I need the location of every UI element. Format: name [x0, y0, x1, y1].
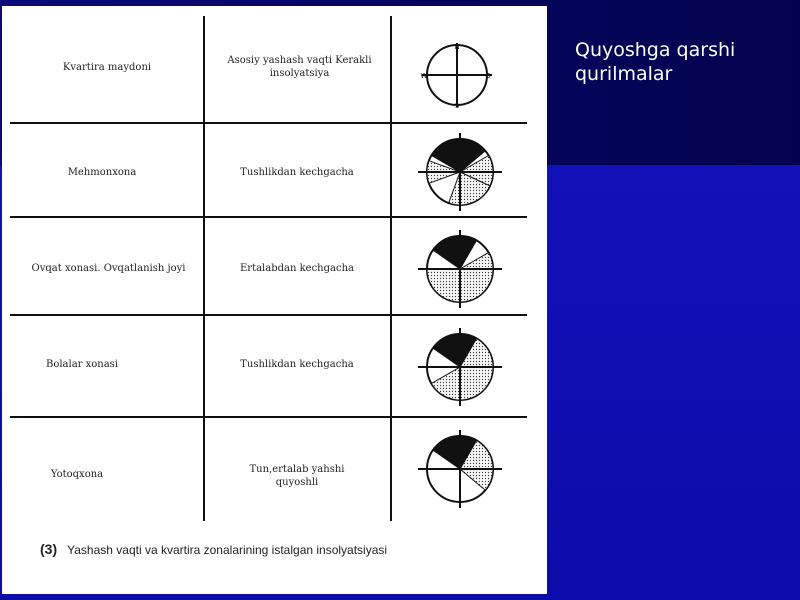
zone-label: Mehmonxona: [67, 167, 137, 178]
row-divider: [10, 314, 527, 316]
figure-caption: [40, 541, 387, 557]
zone-label: Bolalar xonasi: [45, 359, 119, 370]
row-divider: [10, 216, 527, 218]
compass-south-label: S: [454, 102, 460, 110]
header-time: Asosiy yashash vaqti Kerakli insolyatsiya: [227, 55, 372, 79]
insolation-diagram: [412, 324, 512, 409]
time-label: Tun,ertalab yahshi quyoshli: [249, 464, 345, 488]
insolation-diagram: [412, 426, 512, 516]
row-divider: [10, 122, 527, 124]
time-label: Ertalabdan kechgacha: [240, 263, 354, 274]
time-label: Tushlikdan kechgacha: [240, 167, 354, 178]
caption-text: Yashash vaqti va kvartira zonalarining istalgan insolyatsiyasi: [67, 543, 388, 557]
compass-north-label: N: [454, 43, 460, 51]
time-label: Tushlikdan kechgacha: [240, 359, 354, 370]
column-divider: [390, 16, 392, 521]
zone-label: Ovqat xonasi. Ovqatlanish joyi: [31, 263, 186, 274]
column-divider: [203, 16, 205, 521]
compass-diagram: [397, 33, 517, 113]
insolation-diagram: [412, 226, 512, 311]
row-divider: [10, 416, 527, 418]
zone-label: Yotoqxona: [50, 469, 104, 480]
compass-west-label: W: [420, 72, 428, 80]
scanned-table-page: [2, 6, 547, 594]
caption-number: (3): [40, 541, 58, 557]
compass-east-label: O: [485, 72, 491, 80]
header-area: Kvartira maydoni: [62, 62, 152, 73]
slide-title: Quyoshga qarshi qurilmalar: [575, 39, 736, 85]
insolation-diagram: [412, 129, 512, 214]
